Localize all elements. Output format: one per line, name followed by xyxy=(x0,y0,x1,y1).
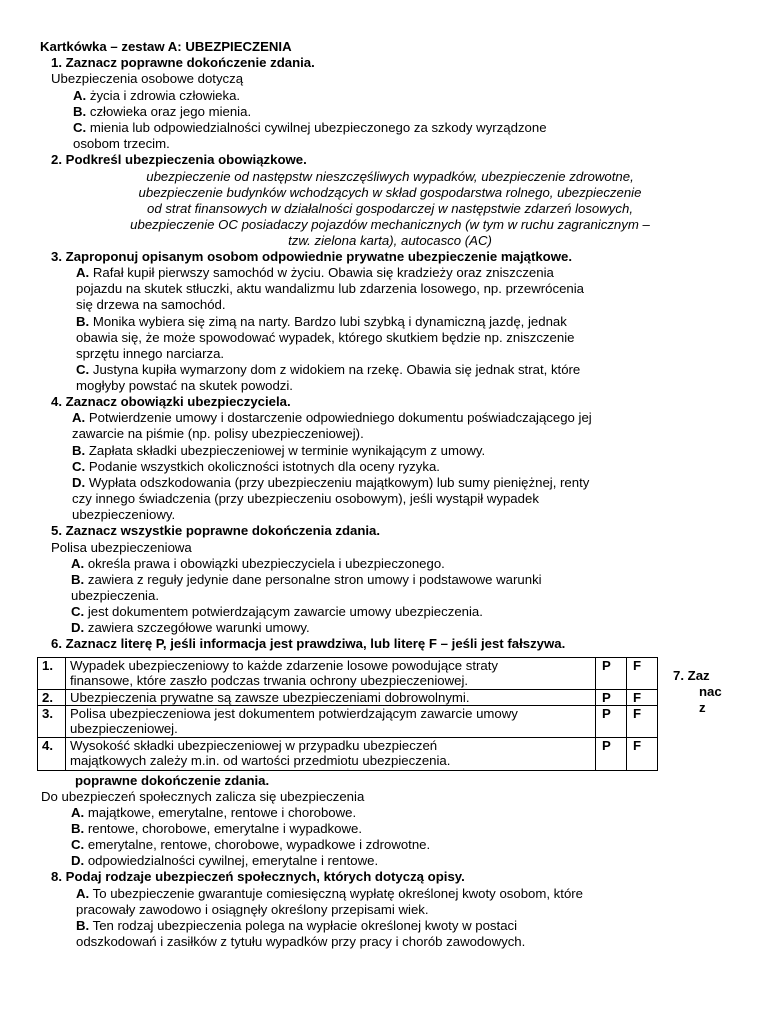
q2-line: ubezpieczenie OC posiadaczy pojazdów mechanicznych (w tym w ruchu zagranicznym – xyxy=(130,217,650,232)
option-text: Potwierdzenie umowy i dostarczenie odpowiedniego dokumentu poświadczającego jej xyxy=(85,410,592,425)
option-letter: D. xyxy=(72,475,86,490)
option-letter: C. xyxy=(71,837,85,852)
row-number: 1. xyxy=(38,658,66,690)
q7-heading-side: 7. Zaz xyxy=(673,668,710,683)
statement-line: Ubezpieczenia prywatne są zawsze ubezpieczeniami dobrowolnymi. xyxy=(70,690,470,705)
q7-option-a xyxy=(71,805,356,821)
q5-option-a xyxy=(71,556,445,572)
option-text: odpowiedzialności cywilnej, emerytalne i rentowe. xyxy=(84,853,379,868)
option-letter: C. xyxy=(72,459,86,474)
case-text: Justyna kupiła wymarzony dom z widokiem na rzekę. Obawia się jednak strat, które xyxy=(89,362,581,377)
row-number: 3. xyxy=(38,706,66,738)
q5-option-b-cont: ubezpieczenia. xyxy=(71,588,159,603)
q7-option-c xyxy=(71,837,430,853)
q2-line: ubezpieczenie od następstw nieszczęśliwych wypadków, ubezpieczenie zdrowotne, xyxy=(146,169,634,184)
case-letter: A. xyxy=(76,265,90,280)
case-letter: A. xyxy=(76,886,90,901)
option-text: majątkowe, emerytalne, rentowe i chorobowe. xyxy=(84,805,357,820)
option-text: określa prawa i obowiązki ubezpieczyciela i ubezpieczonego. xyxy=(84,556,445,571)
q1-option-b xyxy=(73,104,251,120)
q1-option-c xyxy=(73,120,547,136)
q2-line: ubezpieczenie budynków wchodzących w skład gospodarstwa rolnego, ubezpieczenie xyxy=(138,185,642,200)
statement-cell xyxy=(66,690,596,706)
table-row xyxy=(38,738,658,771)
q3-case-c-cont: mogłyby powstać na skutek powodzi. xyxy=(76,378,293,393)
statement-line: Polisa ubezpieczeniowa jest dokumentem potwierdzającym zawarcie umowy xyxy=(70,706,518,721)
q5-option-d xyxy=(71,620,310,636)
true-option: P xyxy=(596,690,627,706)
q4-option-d xyxy=(72,475,589,491)
table-row xyxy=(38,658,658,690)
q3-case-b-cont: obawia się, że może spowodować wypadek, którego skutkiem będzie np. zniszczenie xyxy=(76,330,575,345)
q4-option-c xyxy=(72,459,440,475)
q4-option-b xyxy=(72,443,485,459)
case-text: Ten rodzaj ubezpieczenia polega na wypłacie określonej kwoty w postaci xyxy=(89,918,518,933)
q3-case-a-cont: pojazdu na skutek stłuczki, aktu wandalizmu lub zdarzenia losowego, np. przewrócenia xyxy=(76,281,584,296)
q6-heading: 6. Zaznacz literę P, jeśli informacja jest prawdziwa, lub literę F – jeśli jest fałszywa. xyxy=(51,636,566,651)
statement-cell xyxy=(66,658,596,690)
true-option: P xyxy=(596,706,627,738)
case-letter: B. xyxy=(76,314,90,329)
worksheet-title: Kartkówka – zestaw A: UBEZPIECZENIA xyxy=(40,39,292,54)
case-text: To ubezpieczenie gwarantuje comiesięczną wypłatę określonej kwoty osobom, które xyxy=(89,886,584,901)
option-letter: B. xyxy=(71,821,85,836)
q8-case-b-cont: odszkodowań i zasiłków z tytułu wypadków przy pracy i chorób zawodowych. xyxy=(76,934,526,949)
option-letter: D. xyxy=(71,620,85,635)
q8-case-a-cont: pracowały zawodowo i osiągnęły określony przepisami wiek. xyxy=(76,902,429,917)
option-letter: C. xyxy=(71,604,85,619)
option-text: zawiera z reguły jedynie dane personalne stron umowy i podstawowe warunki xyxy=(84,572,542,587)
true-option: P xyxy=(596,738,627,771)
q4-option-a xyxy=(72,410,592,426)
option-text: człowieka oraz jego mienia. xyxy=(86,104,252,119)
q4-option-a-cont: zawarcie na piśmie (np. polisy ubezpieczeniowej). xyxy=(72,426,364,441)
q4-heading: 4. Zaznacz obowiązki ubezpieczyciela. xyxy=(51,394,291,409)
q1-option-c-cont: osobom trzecim. xyxy=(73,136,170,151)
false-option: F xyxy=(627,690,658,706)
q5-option-b xyxy=(71,572,542,588)
table-row xyxy=(38,706,658,738)
true-option: P xyxy=(596,658,627,690)
row-number: 4. xyxy=(38,738,66,771)
q4-option-d-cont: czy innego świadczenia (przy ubezpieczeniu osobowym), jeśli wystąpił wypadek xyxy=(72,491,539,506)
case-letter: B. xyxy=(76,918,90,933)
true-false-table xyxy=(37,657,658,771)
statement-line: ubezpieczeniowej. xyxy=(70,721,178,736)
q7-stem: Do ubezpieczeń społecznych zalicza się ubezpieczenia xyxy=(41,789,365,804)
statement-cell xyxy=(66,738,596,771)
q8-case-b xyxy=(76,918,517,934)
option-letter: B. xyxy=(71,572,85,587)
q2-heading: 2. Podkreśl ubezpieczenia obowiązkowe. xyxy=(51,152,307,167)
q7-option-d xyxy=(71,853,378,869)
false-option: F xyxy=(627,738,658,771)
q1-option-a xyxy=(73,88,240,104)
option-letter: B. xyxy=(72,443,86,458)
q3-case-a xyxy=(76,265,554,281)
q5-option-c xyxy=(71,604,483,620)
option-letter: C. xyxy=(73,120,87,135)
q2-line: od strat finansowych w działalności gospodarczej w następstwie zdarzeń losowych, xyxy=(147,201,633,216)
option-text: zawiera szczegółowe warunki umowy. xyxy=(84,620,310,635)
q2-line: tzw. zielona karta), autocasco (AC) xyxy=(288,233,492,248)
statement-line: Wypadek ubezpieczeniowy to każde zdarzenie losowe powodujące straty xyxy=(70,658,498,673)
case-letter: C. xyxy=(76,362,90,377)
option-letter: A. xyxy=(71,556,85,571)
q7-heading-cont: poprawne dokończenie zdania. xyxy=(75,773,270,788)
false-option: F xyxy=(627,706,658,738)
option-text: mienia lub odpowiedzialności cywilnej ubezpieczonego za szkody wyrządzone xyxy=(86,120,547,135)
option-text: życia i zdrowia człowieka. xyxy=(86,88,241,103)
q4-option-d-cont: ubezpieczeniowy. xyxy=(72,507,176,522)
case-text: Monika wybiera się zimą na narty. Bardzo lubi szybką i dynamiczną jazdę, jednak xyxy=(89,314,567,329)
statement-line: Wysokość składki ubezpieczeniowej w przypadku ubezpieczeń xyxy=(70,738,438,753)
q8-heading: 8. Podaj rodzaje ubezpieczeń społecznych, których dotyczą opisy. xyxy=(51,869,465,884)
q7-option-b xyxy=(71,821,362,837)
option-text: Zapłata składki ubezpieczeniowej w terminie wynikającym z umowy. xyxy=(85,443,486,458)
q3-case-b-cont: sprzętu innego narciarza. xyxy=(76,346,225,361)
option-letter: A. xyxy=(73,88,87,103)
q7-heading-side: z xyxy=(699,700,706,715)
q3-case-c xyxy=(76,362,580,378)
false-option: F xyxy=(627,658,658,690)
option-text: Podanie wszystkich okoliczności istotnych dla oceny ryzyka. xyxy=(85,459,440,474)
q3-heading: 3. Zaproponuj opisanym osobom odpowiednie prywatne ubezpieczenie majątkowe. xyxy=(51,249,572,264)
q5-heading: 5. Zaznacz wszystkie poprawne dokończenia zdania. xyxy=(51,523,381,538)
option-letter: A. xyxy=(72,410,86,425)
q3-case-a-cont: się drzewa na samochód. xyxy=(76,297,226,312)
statement-cell xyxy=(66,706,596,738)
q1-heading: 1. Zaznacz poprawne dokończenie zdania. xyxy=(51,55,315,70)
q5-stem: Polisa ubezpieczeniowa xyxy=(51,540,192,555)
option-letter: D. xyxy=(71,853,85,868)
statement-line: finansowe, które zaszło podczas trwania ochrony ubezpieczeniowej. xyxy=(70,673,469,688)
option-text: jest dokumentem potwierdzającym zawarcie umowy ubezpieczenia. xyxy=(84,604,483,619)
q7-heading-side: nac xyxy=(699,684,722,699)
statement-line: majątkowych zależy m.in. od wartości przedmiotu ubezpieczenia. xyxy=(70,753,451,768)
table-row xyxy=(38,690,658,706)
option-text: emerytalne, rentowe, chorobowe, wypadkowe i zdrowotne. xyxy=(84,837,431,852)
q1-stem: Ubezpieczenia osobowe dotyczą xyxy=(51,71,244,86)
row-number: 2. xyxy=(38,690,66,706)
q3-case-b xyxy=(76,314,567,330)
option-letter: A. xyxy=(71,805,85,820)
option-letter: B. xyxy=(73,104,87,119)
option-text: rentowe, chorobowe, emerytalne i wypadkowe. xyxy=(84,821,363,836)
case-text: Rafał kupił pierwszy samochód w życiu. Obawia się kradzieży oraz zniszczenia xyxy=(89,265,554,280)
q8-case-a xyxy=(76,886,583,902)
option-text: Wypłata odszkodowania (przy ubezpieczeniu majątkowym) lub sumy pieniężnej, renty xyxy=(85,475,590,490)
